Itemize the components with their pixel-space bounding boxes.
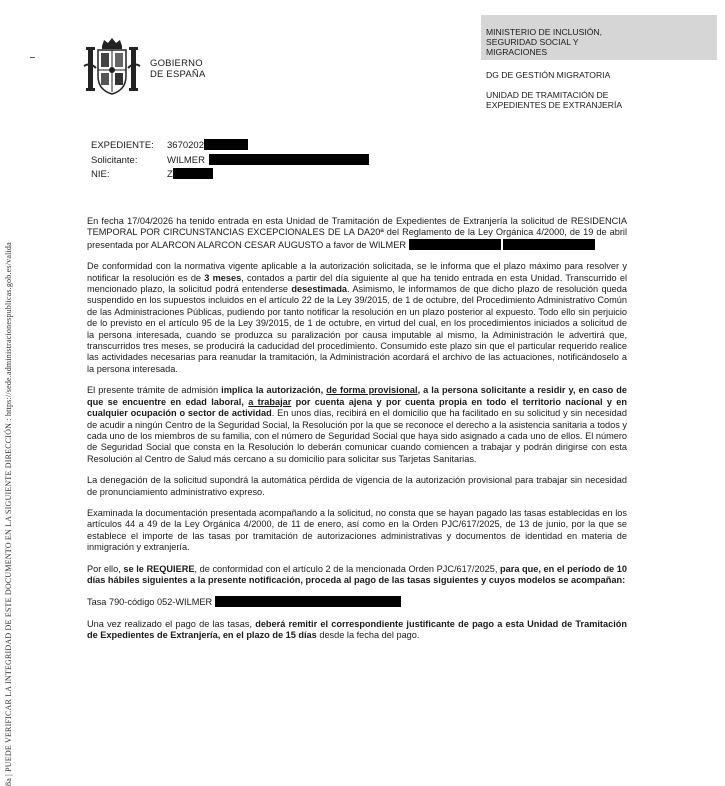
redaction-bar <box>215 596 401 607</box>
margin-mark <box>30 57 35 58</box>
paragraph-fee-code <box>87 596 627 608</box>
government-logo-text <box>150 58 205 80</box>
gov-line-2: DE ESPAÑA <box>150 69 206 80</box>
letter-body <box>87 216 627 652</box>
redaction-bar <box>173 168 213 179</box>
paragraph-proof <box>87 619 627 642</box>
expediente-value: 3670202 <box>167 140 204 151</box>
deadline-bold-2: desestimada <box>291 284 348 295</box>
paragraph-deadline <box>87 261 627 375</box>
deadline-text-1: De conformidad con la normativa vigente aplicable a la autorización solicitada, se le informa que el plazo máximo para resolver y notificar la resolución es de <box>87 261 627 283</box>
req-bold-1: se le REQUIERE <box>123 563 195 574</box>
solicitante-value: WILMER <box>167 154 205 166</box>
ministry-box <box>481 15 717 60</box>
intro-text: En fecha 17/04/2026 ha tenido entrada en esta Unidad de Tramitación de Expedientes de Extranjería la solicitud de RESIDENCIA TEMPORAL POR CIRCUNSTANCIAS EXCEPCIONALES DE LA DA20ª del Reglamento de la Ley Orgánica 4/2000, de 19 de abril presentada por ALARCON ALARCON CESAR AUGUSTO a favor de WILMER <box>87 216 627 250</box>
expediente-label: EXPEDIENTE: <box>91 140 154 151</box>
deadline-bold-1: 3 meses <box>204 272 242 283</box>
paragraph-denial: La denegación de la solicitud supondrá la automática pérdida de vigencia de la autorización provisional para trabajar sin necesidad de pronunciamiento administrativo expreso. <box>87 475 627 497</box>
nie-value: Z <box>167 169 173 180</box>
redaction-bar <box>503 239 595 250</box>
auth-underline-1: de forma provisional <box>326 385 418 396</box>
auth-text-1: El presente trámite de admisión <box>87 385 222 396</box>
gov-line-1: GOBIERNO <box>150 58 203 69</box>
deadline-text-3: . Asimismo, le informamos de que dicho plazo de resolución queda suspendido en los supuestos incluidos en el artículo 22 de la Ley 39/2015, de 1 de octubre, del Procedimiento Administrativo Común de las Administraciones Públicas, pudiendo por tanto notificar la resolución en un plazo posterior al expuesto. Todo ello sin perjuicio de lo previsto en el artículo 95 de la Ley 39/2015, de 1 de octubre, en virtud del cual, en los procedimientos iniciados a solicitud de la persona interesada, cuando se produzca su paralización por causa imputable al mismo, la Administración le advertirá que, transcurridos tres meses, se producirá la caducidad del procedimiento. Consumido este plazo sin que el particular requerido realice las actividades necesarias para reanudar la tramitación, la Administración acordará el archivo de las actuaciones, notificándoselo a la persona interesada. <box>87 284 628 374</box>
redaction-bar <box>204 139 248 150</box>
redaction-bar <box>209 154 369 165</box>
coat-of-arms-icon <box>82 36 142 98</box>
proof-bold: deberá remitir el correspondiente justificante de pago a esta Unidad de Tramitación de Expedientes de Extranjería, en el plazo de 15 días <box>87 618 627 641</box>
req-bold-2: para que, en el período de 10 días hábiles siguientes a la presente notificación, proceda al pago de las tasas siguientes y cuyos modelos se acompañan: <box>87 563 627 585</box>
paragraph-authorization <box>87 385 627 465</box>
proof-text-2: desde la fecha del pago. <box>316 630 420 641</box>
nie-label: NIE: <box>91 169 110 180</box>
ministry-line-3: MIGRACIONES <box>486 47 548 57</box>
req-text-2: , de conformidad con el artículo 2 de la mencionada Orden PJC/617/2025, <box>194 563 501 574</box>
auth-text-2: . En unos días, recibirá en el domicilio que ha facilitado en su solicitud y sin necesidad de acudir a ningún Centro de la Seguridad Social, la Resolución por la que se reconoce el derecho a la asistencia sanitaria a todos y cada uno de los miembros de su familia, con el número de Seguridad Social que haya sido asignado a cada uno de ellos. El número de Seguridad Social que consta en la Resolución lo deberán comunicar cuando comiencen a trabajar y podrán dirigirse con esta Resolución al Centro de Salud más cercano a su domicilio para solicitar sus Tarjetas Sanitarias. <box>87 408 627 464</box>
unit-line-2: EXPEDIENTES DE EXTRANJERÍA <box>486 100 623 110</box>
auth-underline-2: a trabajar <box>248 396 292 407</box>
deadline-text-2: , contados a partir del día siguiente al que ha tenido entrada en esta Unidad. Transcurrido el mencionado plazo, la solicitud podrá entenderse <box>87 272 627 295</box>
redaction-bar <box>409 239 501 250</box>
unit-name <box>486 90 622 110</box>
proof-text-1: Una vez realizado el pago de las tasas, <box>87 618 256 629</box>
ministry-line-2: SEGURIDAD SOCIAL Y <box>486 37 579 47</box>
case-metadata <box>91 139 369 183</box>
fee-code-text: Tasa 790-código 052-WILMER <box>87 597 213 608</box>
solicitante-label: Solicitante: <box>91 154 138 166</box>
paragraph-intro <box>87 216 627 251</box>
auth-bold-2: , a la persona solicitante a residir y, en caso de que se encuentre en edad laboral, <box>87 385 627 407</box>
ministry-line-1: MINISTERIO DE INCLUSIÓN, <box>486 27 603 37</box>
req-text-1: Por ello, <box>87 563 124 574</box>
directorate: DG DE GESTIÓN MIGRATORIA <box>486 70 611 80</box>
unit-line-1: UNIDAD DE TRAMITACIÓN DE <box>486 90 609 100</box>
paragraph-requirement <box>87 564 627 587</box>
auth-bold-1: implica la autorización, <box>221 385 327 396</box>
verification-side-text: 8a | PUEDE VERIFICAR LA INTEGRIDAD DE ESTE DOCUMENTO EN LA SIGUIENTE DIRECCIÓN : https://sede.administracionespublicas.gob.es/valida <box>4 242 13 786</box>
paragraph-fees: Examinada la documentación presentada acompañando a la solicitud, no consta que se hayan pagado las tasas establecidas en los artículos 44 a 49 de la Ley Orgánica 4/2000, de 11 de enero, así como en la Orden PJC/617/2025, de 13 de junio, por la que se establece el importe de las tasas por tramitación de autorizaciones administrativas y documentos de identidad en materia de inmigración y extranjería. <box>87 507 627 553</box>
auth-bold-3: por cuenta ajena y por cuenta propia en todo el territorio nacional y en cualquier ocupación o sector de actividad <box>87 396 627 419</box>
